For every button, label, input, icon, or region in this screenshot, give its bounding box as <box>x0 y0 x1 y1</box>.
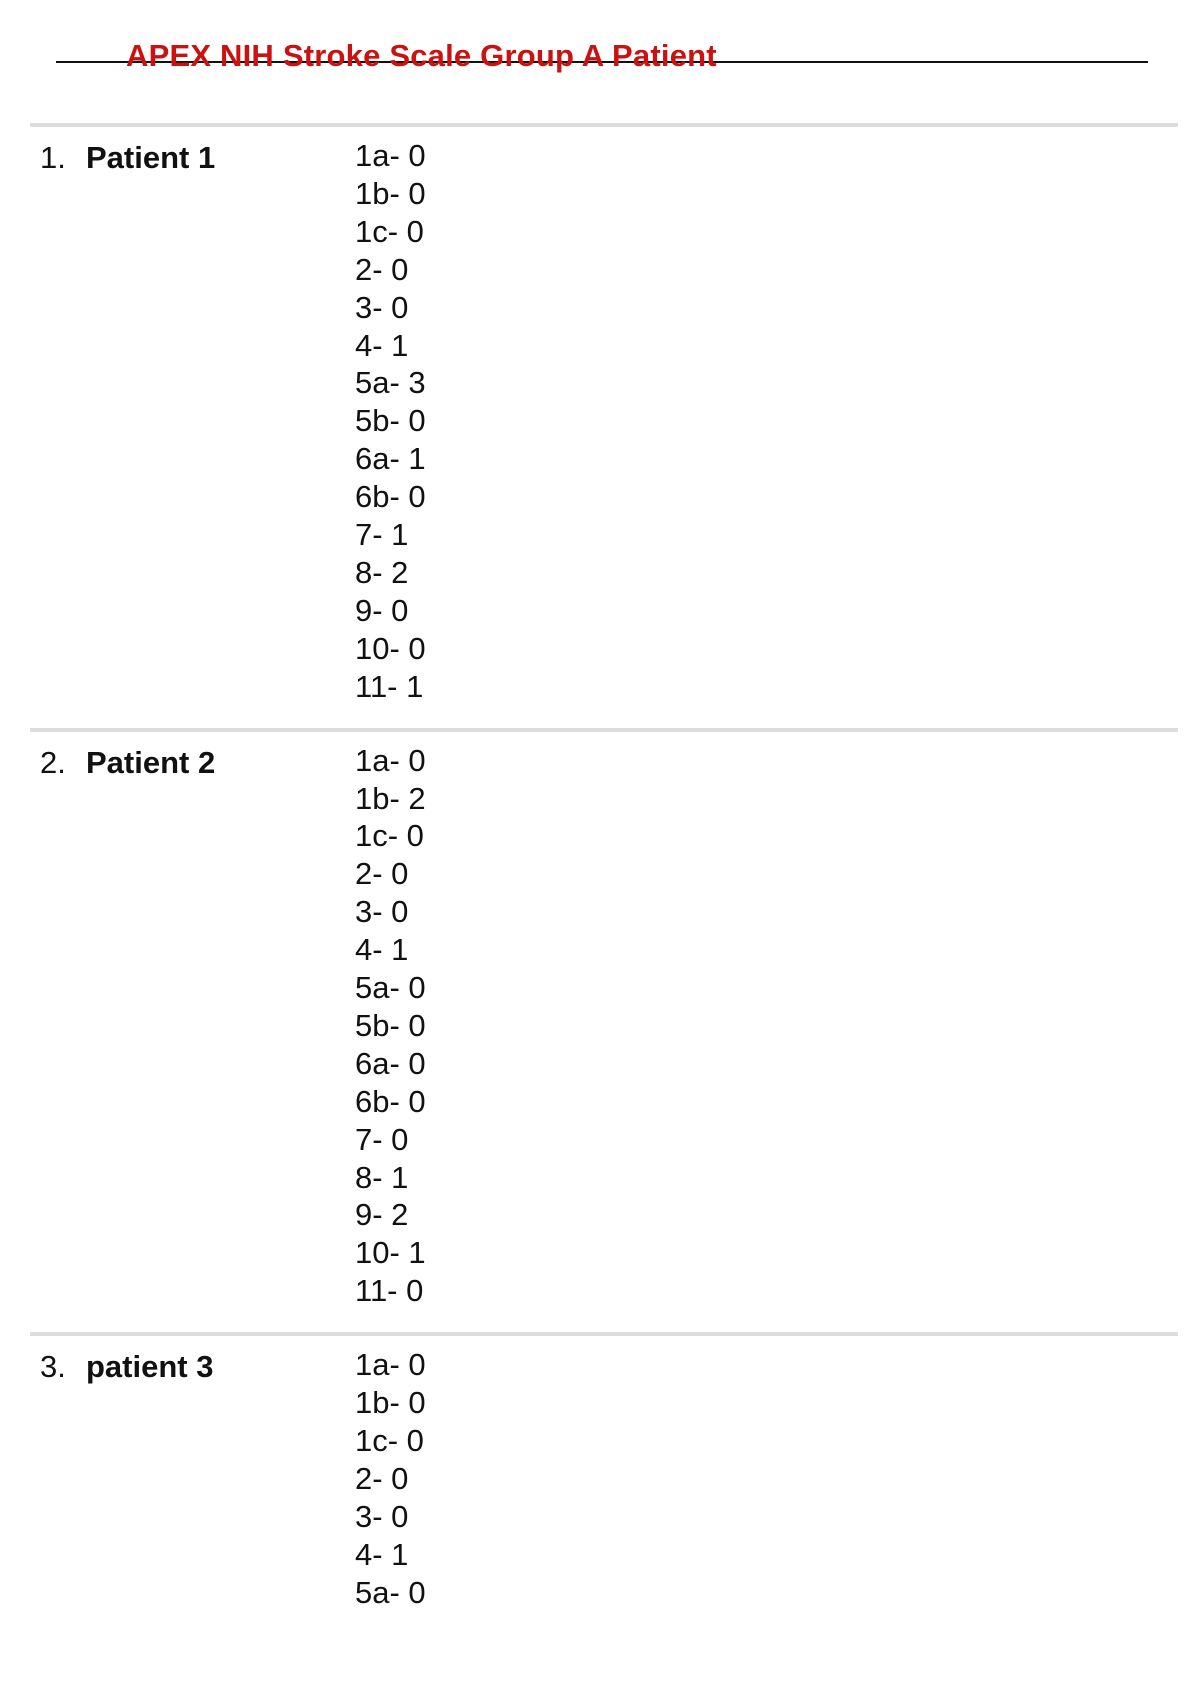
document-header <box>56 34 1148 74</box>
patient-name: Patient 2 <box>86 744 216 780</box>
score-item: 3- 0 <box>355 894 409 930</box>
patient-table <box>30 123 1178 1612</box>
score-item: 3- 0 <box>355 1498 409 1534</box>
score-list <box>355 137 1178 706</box>
patient-number: 3. <box>40 1349 66 1385</box>
score-item: 11- 1 <box>355 668 424 704</box>
score-item: 2- 0 <box>355 251 409 287</box>
score-item: 5a- 3 <box>355 365 426 401</box>
score-item: 1c- 0 <box>355 213 424 249</box>
score-item: 6a- 1 <box>355 441 426 477</box>
score-item: 6b- 0 <box>355 479 426 515</box>
patient-heading <box>40 139 215 177</box>
score-item: 2- 0 <box>355 1460 409 1496</box>
score-item: 1c- 0 <box>355 818 424 854</box>
score-item: 7- 1 <box>355 517 409 553</box>
score-item: 4- 1 <box>355 932 409 968</box>
score-item: 8- 2 <box>355 554 409 590</box>
score-list <box>355 742 1178 1311</box>
score-item: 1a- 0 <box>355 742 426 778</box>
patient-name: patient 3 <box>86 1349 214 1385</box>
patient-row <box>30 728 1178 1311</box>
score-item: 1b- 2 <box>355 780 426 816</box>
score-item: 8- 1 <box>355 1159 409 1195</box>
patient-row <box>30 123 1178 706</box>
score-item: 11- 0 <box>355 1273 424 1309</box>
score-item: 1b- 0 <box>355 175 426 211</box>
score-item: 6a- 0 <box>355 1045 426 1081</box>
score-item: 4- 1 <box>355 1536 409 1572</box>
patient-number: 2. <box>40 744 66 780</box>
score-item: 9- 0 <box>355 592 409 628</box>
score-item: 10- 1 <box>355 1235 426 1271</box>
score-item: 9- 2 <box>355 1197 409 1233</box>
score-item: 5b- 0 <box>355 1007 426 1043</box>
score-item: 3- 0 <box>355 289 409 325</box>
score-item: 1a- 0 <box>355 138 426 173</box>
patient-heading <box>40 744 215 782</box>
score-item: 6b- 0 <box>355 1083 426 1119</box>
document-title: APEX NIH Stroke Scale Group A Patient <box>126 38 717 73</box>
score-item: 2- 0 <box>355 856 409 892</box>
score-item: 1a- 0 <box>355 1347 426 1383</box>
score-item: 1b- 0 <box>355 1385 426 1421</box>
score-item: 5b- 0 <box>355 403 426 439</box>
score-item: 5a- 0 <box>355 1574 426 1610</box>
score-item: 5a- 0 <box>355 970 426 1006</box>
score-list <box>355 1346 1178 1611</box>
score-item: 4- 1 <box>355 327 409 363</box>
patient-name: Patient 1 <box>86 140 216 175</box>
score-item: 7- 0 <box>355 1121 409 1157</box>
patient-heading <box>40 1348 213 1386</box>
score-item: 1c- 0 <box>355 1423 424 1458</box>
score-item: 10- 0 <box>355 630 426 666</box>
patient-row <box>30 1332 1178 1611</box>
patient-number: 1. <box>40 140 66 175</box>
